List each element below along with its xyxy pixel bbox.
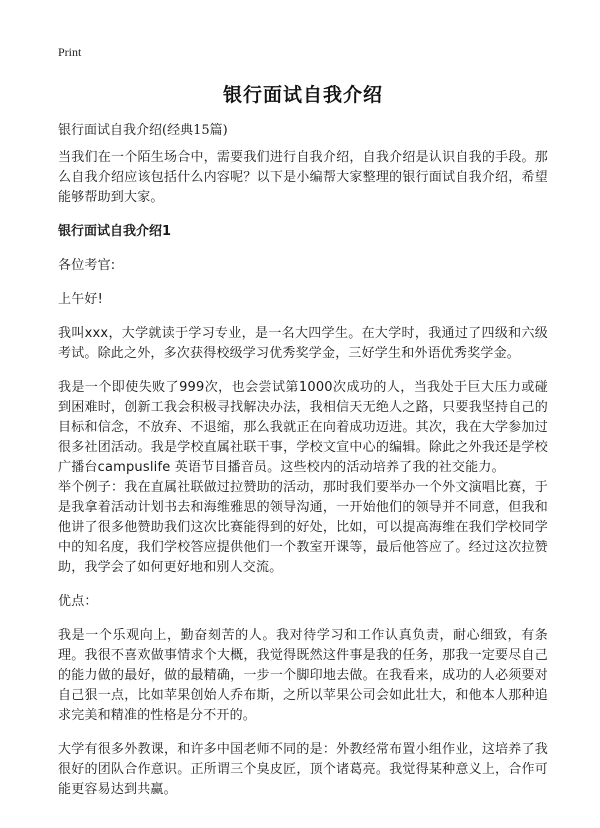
strengths-label: 优点： bbox=[58, 594, 98, 609]
intro-paragraph: 当我们在一个陌生场合中，需要我们进行自我介绍，自我介绍是认识自我的手段。那么自我介绍应该包括什么内容呢？以下是小编帮大家整理的银行面试自我介绍，希望能够帮助到大家。 bbox=[58, 150, 548, 205]
body-paragraph-5: 大学有很多外教课，和许多中国老师不同的是：外教经常布置小组作业，这培养了我很好的团队合作意识。正所谓三个臭皮匠，顶个诸葛亮。我觉得某种意义上，合作可能更容易达到共赢。 bbox=[58, 742, 548, 797]
salutation: 上午好! bbox=[58, 292, 104, 307]
body-paragraph-1: 我叫xxx，大学就读于学习专业，是一名大四学生。在大学时，我通过了四级和六级考试。除此之外，多次获得校级学习优秀奖学金，三好学生和外语优秀奖学金。 bbox=[58, 326, 548, 361]
section-heading: 银行面试自我介绍1 bbox=[58, 224, 172, 239]
greeting: 各位考官: bbox=[58, 258, 116, 273]
body-paragraph-2: 我是一个即使失败了999次，也会尝试第1000次成功的人，当我处于巨大压力或碰到困难时，创新工我会积极寻找解决办法，我相信天无绝人之路，只要我坚持自己的目标和信念，不放弃、不退缩，那么我就正在向着成功迈进。其次，我在大学参加过很多社团活动。我是学校直属社联干事，学校文宣中心的编辑。除此之外我还是学校广播台campuslife 英语节目播音员。这些校内的活动培养了我的社交能力。 bbox=[58, 380, 548, 475]
print-link[interactable]: Print bbox=[58, 45, 82, 59]
body-paragraph-4: 我是一个乐观向上，勤奋刻苦的人。我对待学习和工作认真负责，耐心细致，有条理。我很不喜欢做事情求个大概，我觉得既然这件事是我的任务，那我一定要尽自己的能力做的最好，做的最精确，一步一个脚印地去做。在我看来，成功的人必须要对自己狠一点，比如苹果创始人乔布斯，之所以苹果公司会如此壮大，和他本人那种追求完美和精准的性格是分不开的。 bbox=[58, 628, 548, 723]
document-body bbox=[58, 148, 548, 814]
document-subtitle: 银行面试自我介绍(经典15篇) bbox=[58, 123, 228, 138]
page-title: 银行面试自我介绍 bbox=[222, 84, 383, 106]
body-paragraph-3: 举个例子：我在直属社联做过拉赞助的活动，那时我们要举办一个外文演唱比赛，于是我拿着活动计划书去和海维雅思的领导沟通，一开始他们的领导并不同意，但我和他讲了很多他赞助我们这次比赛能得到的好处，比如，可以提高海维在我们学校同学中的知名度，我们学校答应提供他们一个教室开课等，最后他答应了。经过这次拉赞助，我学会了如何更好地和别人交流。 bbox=[58, 480, 548, 575]
